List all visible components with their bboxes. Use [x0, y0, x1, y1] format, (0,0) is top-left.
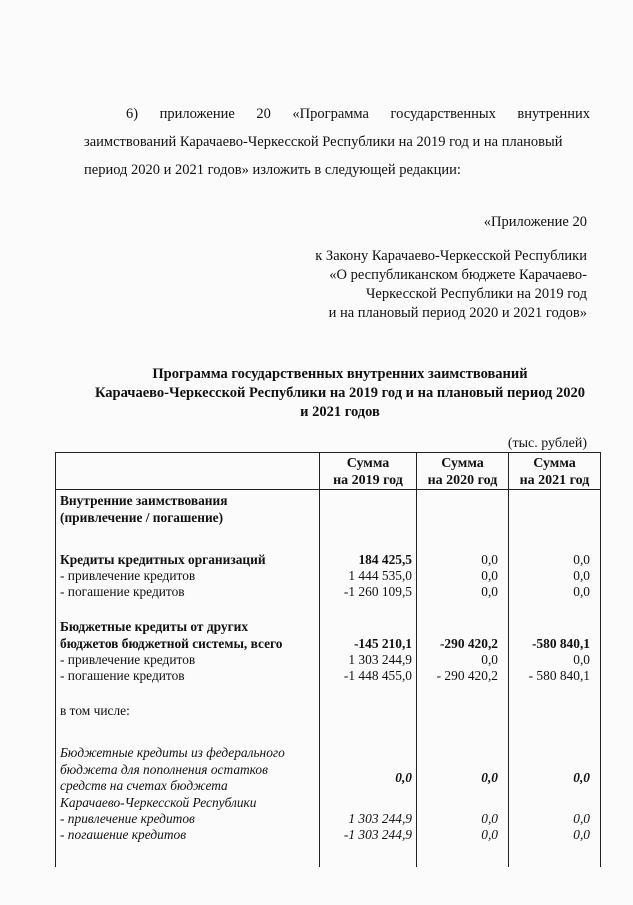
- table-row: [56, 552, 601, 568]
- table-row: [56, 811, 601, 827]
- row-label: - погашение кредитов: [56, 668, 320, 684]
- cell-value: 1 303 244,9: [320, 811, 417, 827]
- appendix-reference: [315, 213, 587, 323]
- table-row: [56, 619, 601, 652]
- appendix-line: «О республиканском бюджете Карачаево-: [329, 267, 587, 283]
- row-label: Кредиты кредитных организаций: [56, 552, 320, 568]
- cell-value: -290 420,2: [417, 619, 509, 652]
- cell-value: 0,0: [417, 745, 509, 811]
- cell-value: 0,0: [417, 811, 509, 827]
- intro-word: 6): [126, 106, 139, 122]
- cell-value: 0,0: [509, 568, 601, 584]
- cell-value: -1 303 244,9: [320, 827, 417, 843]
- cell-value: 0,0: [509, 584, 601, 600]
- appendix-line: к Закону Карачаево-Черкесской Республики: [315, 248, 587, 264]
- cell-value: - 290 420,2: [417, 668, 509, 684]
- unit-label: (тыс. рублей): [507, 436, 587, 451]
- table-row: [56, 745, 601, 811]
- table-row: [56, 668, 601, 684]
- table-row: [56, 568, 601, 584]
- cell-value: 0,0: [417, 568, 509, 584]
- cell-value: -580 840,1: [509, 619, 601, 652]
- appendix-line: Черкесской Республики на 2019 год: [365, 286, 587, 302]
- appendix-heading: «Приложение 20: [483, 214, 587, 230]
- intro-word: 20: [256, 106, 271, 122]
- cell-value: 0,0: [320, 745, 417, 811]
- header-2019: Сумма на 2019 год: [320, 453, 417, 490]
- title-line: Программа государственных внутренних заимствований: [152, 366, 528, 382]
- row-label: - привлечение кредитов: [56, 652, 320, 668]
- row-label: - привлечение кредитов: [56, 568, 320, 584]
- including-label: в том числе:: [56, 703, 320, 719]
- header-2020: Сумма на 2020 год: [417, 453, 509, 490]
- header-empty: [56, 453, 320, 490]
- intro-word: приложение: [159, 106, 235, 122]
- intro-word: «Программа: [292, 106, 369, 122]
- row-label: - погашение кредитов: [56, 584, 320, 600]
- table-row: [56, 652, 601, 668]
- row-label: Бюджетные кредиты из федерального бюджета для пополнения остатков средств на счетах бюджета Карачаево-Черкесской Республики: [56, 745, 320, 811]
- cell-value: 0,0: [509, 827, 601, 843]
- cell-value: 0,0: [509, 552, 601, 568]
- row-label: Бюджетные кредиты от других бюджетов бюджетной системы, всего: [56, 619, 320, 652]
- cell-value: 1 303 244,9: [320, 652, 417, 668]
- intro-line-1: [84, 100, 590, 128]
- row-label: - погашение кредитов: [56, 827, 320, 843]
- cell-value: -145 210,1: [320, 619, 417, 652]
- cell-value: 0,0: [417, 827, 509, 843]
- intro-line-2: заимствований Карачаево-Черкесской Республики на 2019 год и на плановый: [84, 134, 563, 150]
- appendix-line: и на плановый период 2020 и 2021 годов»: [328, 305, 587, 321]
- cell-value: -1 260 109,5: [320, 584, 417, 600]
- table-row: [56, 827, 601, 843]
- title-line: Карачаево-Черкесской Республики на 2019 год и на плановый период 2020: [94, 385, 586, 401]
- program-title: [60, 365, 620, 422]
- cell-value: 0,0: [417, 584, 509, 600]
- cell-value: - 580 840,1: [509, 668, 601, 684]
- intro-paragraph: [84, 100, 590, 184]
- intro-word: внутренних: [517, 106, 590, 122]
- table-row: [56, 703, 601, 719]
- section-title: Внутренние заимствования (привлечение / погашение): [56, 490, 320, 527]
- table-row: [56, 584, 601, 600]
- borrowing-table: [55, 452, 601, 867]
- intro-word: государственных: [390, 106, 496, 122]
- cell-value: 0,0: [509, 652, 601, 668]
- table-row: [56, 490, 601, 527]
- cell-value: 0,0: [509, 745, 601, 811]
- cell-value: 0,0: [509, 811, 601, 827]
- table-header-row: [56, 453, 601, 490]
- cell-value: 0,0: [417, 652, 509, 668]
- row-label: - привлечение кредитов: [56, 811, 320, 827]
- title-line: и 2021 годов: [300, 404, 380, 420]
- cell-value: 1 444 535,0: [320, 568, 417, 584]
- cell-value: -1 448 455,0: [320, 668, 417, 684]
- header-2021: Сумма на 2021 год: [509, 453, 601, 490]
- intro-line-3: период 2020 и 2021 годов» изложить в следующей редакции:: [84, 162, 461, 178]
- cell-value: 0,0: [417, 552, 509, 568]
- cell-value: 184 425,5: [320, 552, 417, 568]
